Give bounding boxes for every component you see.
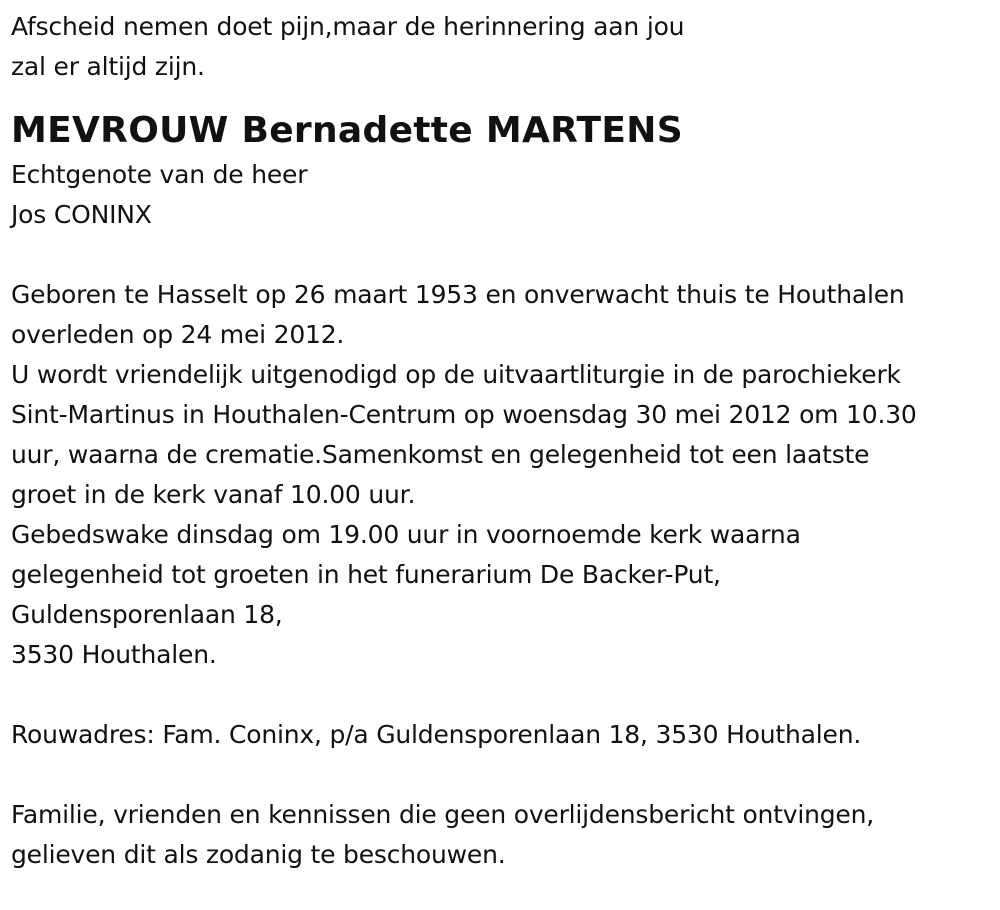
- deceased-name: MEVROUW Bernadette MARTENS: [11, 110, 683, 151]
- obituary-notice: [11, 7, 996, 875]
- intro-verse: [11, 7, 996, 87]
- details-line: groet in de kerk vanaf 10.00 uur.: [11, 480, 416, 509]
- intro-line: zal er altijd zijn.: [11, 52, 205, 81]
- intro-line: Afscheid nemen doet pijn,maar de herinnering aan jou: [11, 12, 685, 41]
- funeral-details: [11, 275, 996, 675]
- spouse-line: Echtgenote van de heer: [11, 160, 308, 189]
- details-line: Gebedswake dinsdag om 19.00 uur in voornoemde kerk waarna: [11, 520, 801, 549]
- closing-note: [11, 795, 996, 875]
- details-line: 3530 Houthalen.: [11, 640, 217, 669]
- details-line: uur, waarna de crematie.Samenkomst en gelegenheid tot een laatste: [11, 440, 870, 469]
- details-line: Geboren te Hasselt op 26 maart 1953 en onverwacht thuis te Houthalen: [11, 280, 905, 309]
- mourning-address: Rouwadres: Fam. Coninx, p/a Guldensporenlaan 18, 3530 Houthalen.: [11, 720, 862, 749]
- spacer: [11, 755, 996, 795]
- details-line: Guldensporenlaan 18,: [11, 600, 283, 629]
- spouse-line: Jos CONINX: [11, 200, 152, 229]
- details-line: Sint-Martinus in Houthalen-Centrum op woensdag 30 mei 2012 om 10.30: [11, 400, 917, 429]
- spouse-info: [11, 155, 996, 235]
- closing-line: Familie, vrienden en kennissen die geen overlijdensbericht ontvingen,: [11, 800, 875, 829]
- details-line: overleden op 24 mei 2012.: [11, 320, 345, 349]
- spacer: [11, 675, 996, 715]
- spacer: [11, 235, 996, 275]
- details-line: U wordt vriendelijk uitgenodigd op de uitvaartliturgie in de parochiekerk: [11, 360, 901, 389]
- details-line: gelegenheid tot groeten in het funerarium De Backer-Put,: [11, 560, 721, 589]
- closing-line: gelieven dit als zodanig te beschouwen.: [11, 840, 506, 869]
